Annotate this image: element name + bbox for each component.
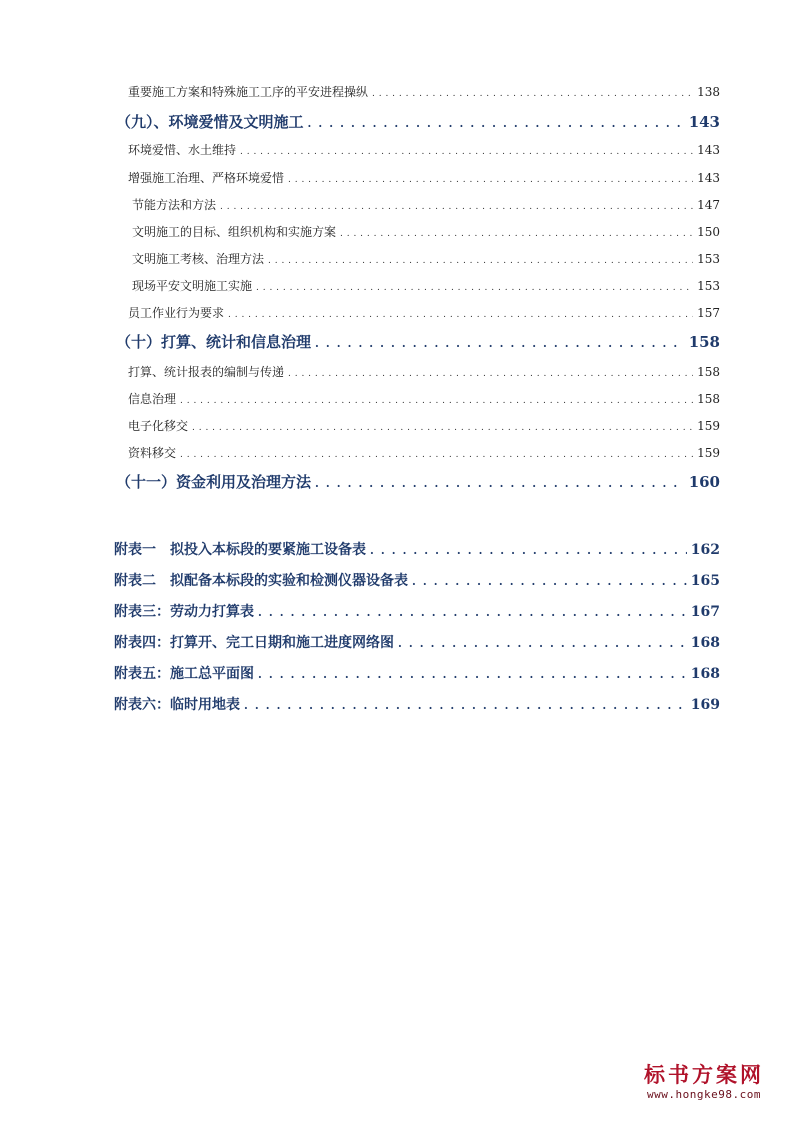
toc-entry-label: 增强施工治理、严格环境爱惜 bbox=[128, 171, 285, 185]
appendix-page: 162 bbox=[690, 542, 720, 558]
toc-entry-page: 158 bbox=[697, 365, 720, 379]
toc-entry-label: 现场平安文明施工实施 bbox=[132, 279, 253, 293]
toc-section-page: 143 bbox=[688, 113, 720, 131]
toc-entry-label: 打算、统计报表的编制与传递 bbox=[128, 365, 285, 379]
appendix-title: 拟投入本标段的要紧施工设备表 bbox=[170, 542, 366, 558]
dot-leader bbox=[315, 332, 685, 356]
appendix-prefix: 附表五： bbox=[114, 666, 170, 682]
dot-leader bbox=[228, 305, 693, 325]
watermark-title: 标书方案网 bbox=[644, 1062, 764, 1087]
dot-leader bbox=[412, 570, 687, 594]
toc-entry-label: 文明施工的目标、组织机构和实施方案 bbox=[132, 225, 337, 239]
appendix-title: 打算开、完工日期和施工进度网络图 bbox=[170, 635, 394, 651]
toc-entry-label: 电子化移交 bbox=[128, 419, 189, 433]
toc-entry[interactable] bbox=[132, 222, 720, 242]
toc-entry-page: 147 bbox=[697, 198, 720, 212]
toc-entry[interactable] bbox=[132, 195, 720, 215]
appendix-prefix: 附表一 bbox=[114, 542, 156, 558]
toc-entry[interactable] bbox=[128, 168, 720, 188]
appendix-page: 167 bbox=[690, 604, 720, 620]
dot-leader bbox=[258, 663, 687, 687]
appendix-title: 施工总平面图 bbox=[170, 666, 254, 682]
toc-section-heading[interactable] bbox=[116, 330, 720, 354]
watermark-logo bbox=[629, 1062, 779, 1112]
appendix-title: 临时用地表 bbox=[170, 697, 240, 713]
toc-entry-label: 信息治理 bbox=[128, 392, 177, 406]
appendix-entry[interactable] bbox=[114, 662, 720, 686]
toc-entry[interactable] bbox=[128, 443, 720, 463]
toc-entry-page: 158 bbox=[697, 392, 720, 406]
toc-section-page: 160 bbox=[688, 473, 720, 491]
dot-leader bbox=[256, 278, 693, 298]
dot-leader bbox=[372, 84, 693, 104]
appendix-entry[interactable] bbox=[114, 693, 720, 717]
appendix-prefix: 附表二 bbox=[114, 573, 156, 589]
toc-entry[interactable] bbox=[132, 249, 720, 269]
dot-leader bbox=[180, 445, 693, 465]
toc-entry-page: 157 bbox=[697, 306, 720, 320]
appendix-page: 168 bbox=[690, 635, 720, 651]
toc-entry-page: 159 bbox=[697, 419, 720, 433]
dot-leader bbox=[240, 142, 693, 162]
appendix-page: 168 bbox=[690, 666, 720, 682]
toc-entry-page: 153 bbox=[697, 252, 720, 266]
dot-leader bbox=[288, 170, 693, 190]
toc-entry-page: 153 bbox=[697, 279, 720, 293]
dot-leader bbox=[370, 539, 687, 563]
toc-section-heading[interactable] bbox=[116, 470, 720, 494]
appendix-title: 拟配备本标段的实验和检测仪器设备表 bbox=[170, 573, 408, 589]
dot-leader bbox=[244, 694, 687, 718]
dot-leader bbox=[398, 632, 687, 656]
toc-entry[interactable] bbox=[128, 303, 720, 323]
toc-section-label: （九）、环境爱惜及文明施工 bbox=[116, 113, 304, 131]
appendix-prefix: 附表三： bbox=[114, 604, 170, 620]
dot-leader bbox=[288, 364, 693, 384]
dot-leader bbox=[308, 112, 685, 136]
toc-entry-page: 159 bbox=[697, 446, 720, 460]
appendix-entry[interactable] bbox=[114, 600, 720, 624]
appendix-page: 169 bbox=[690, 697, 720, 713]
appendix-entry[interactable] bbox=[114, 569, 720, 593]
toc-entry-label: 员工作业行为要求 bbox=[128, 306, 225, 320]
toc-entry-page: 150 bbox=[697, 225, 720, 239]
appendix-entry[interactable] bbox=[114, 538, 720, 562]
appendix-page: 165 bbox=[690, 573, 720, 589]
toc-entry-label: 节能方法和方法 bbox=[132, 198, 217, 212]
toc-entry-page: 138 bbox=[697, 85, 720, 99]
toc-section-page: 158 bbox=[688, 333, 720, 351]
watermark-url: www.hongke98.com bbox=[647, 1088, 761, 1101]
toc-entry-label: 环境爱惜、水土维持 bbox=[128, 143, 237, 157]
toc-entry-label: 资料移交 bbox=[128, 446, 177, 460]
appendix-prefix: 附表六： bbox=[114, 697, 170, 713]
toc-entry[interactable] bbox=[128, 82, 720, 102]
toc-entry[interactable] bbox=[128, 140, 720, 160]
dot-leader bbox=[180, 391, 693, 411]
dot-leader bbox=[258, 601, 687, 625]
toc-section-label: （十一）资金利用及治理方法 bbox=[116, 473, 312, 491]
toc-entry[interactable] bbox=[128, 389, 720, 409]
appendix-prefix: 附表四： bbox=[114, 635, 170, 651]
dot-leader bbox=[220, 197, 693, 217]
toc-entry[interactable] bbox=[128, 362, 720, 382]
dot-leader bbox=[268, 251, 693, 271]
toc-entry-page: 143 bbox=[697, 171, 720, 185]
toc-section-label: （十）打算、统计和信息治理 bbox=[116, 333, 312, 351]
toc-entry[interactable] bbox=[128, 416, 720, 436]
toc-entry-label: 重要施工方案和特殊施工工序的平安进程操纵 bbox=[128, 85, 369, 99]
toc-entry-label: 文明施工考核、治理方法 bbox=[132, 252, 265, 266]
toc-entry-page: 143 bbox=[697, 143, 720, 157]
toc-entry[interactable] bbox=[132, 276, 720, 296]
dot-leader bbox=[315, 472, 685, 496]
appendix-entry[interactable] bbox=[114, 631, 720, 655]
dot-leader bbox=[340, 224, 693, 244]
appendix-title: 劳动力打算表 bbox=[170, 604, 254, 620]
toc-section-heading[interactable] bbox=[116, 110, 720, 134]
dot-leader bbox=[192, 418, 693, 438]
